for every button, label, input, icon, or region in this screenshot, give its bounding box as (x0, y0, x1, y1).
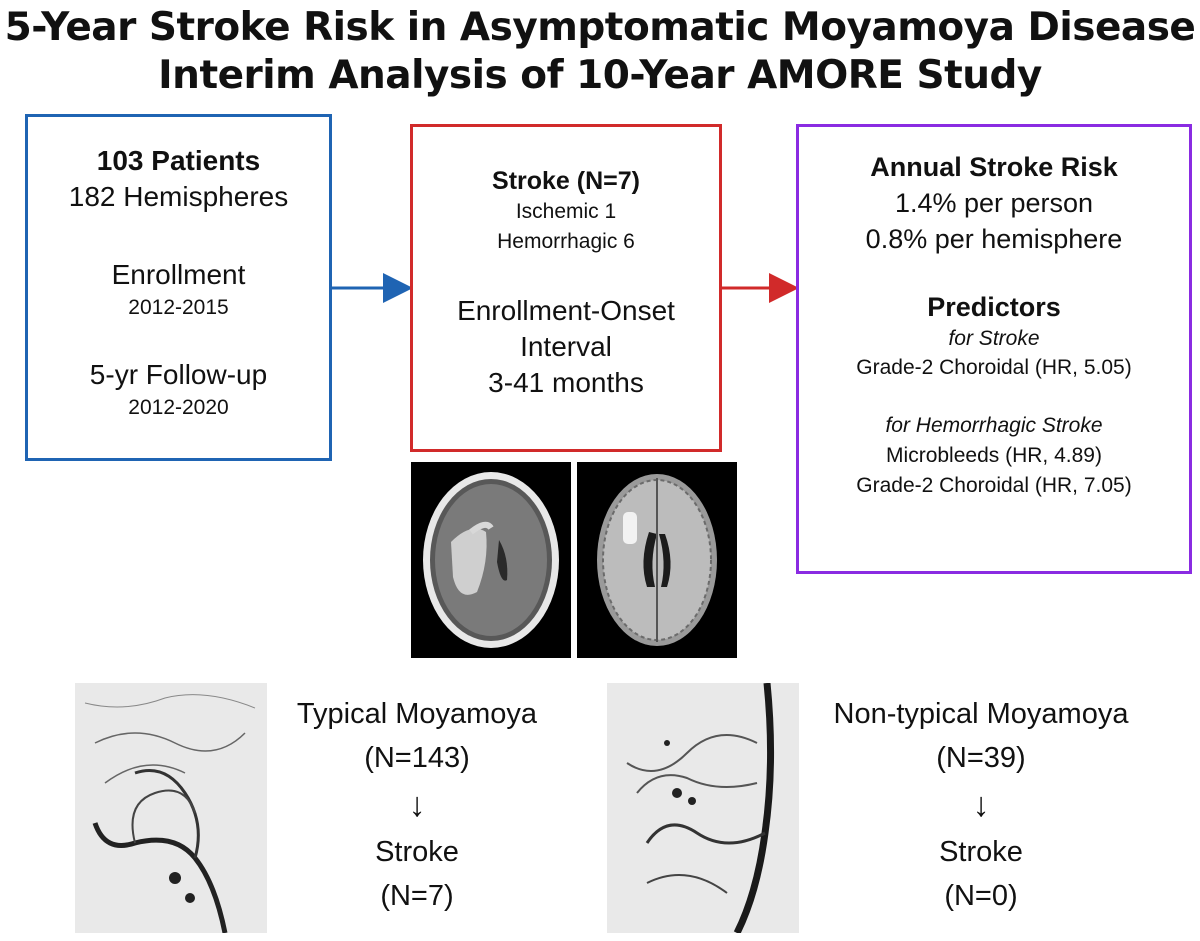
enrollment-label: Enrollment (111, 259, 246, 290)
interval-label-1: Enrollment-Onset (457, 295, 675, 326)
followup-label: 5-yr Follow-up (89, 359, 268, 390)
ct-scan-image (411, 462, 571, 658)
nontypical-n: (N=39) (936, 742, 1026, 774)
ischemic-count: Ischemic 1 (515, 200, 617, 223)
enrollment-box (25, 114, 332, 461)
typical-moyamoya-group (282, 692, 552, 918)
nontypical-outcome-n: (N=0) (944, 880, 1018, 912)
nontypical-label: Non-typical Moyamoya (833, 698, 1129, 730)
interval-value: 3-41 months (488, 367, 644, 398)
title-line-2: Interim Analysis of 10-Year AMORE Study (158, 53, 1042, 98)
risk-per-hemisphere: 0.8% per hemisphere (865, 224, 1123, 254)
hemispheres-count: 182 Hemispheres (68, 181, 289, 212)
typical-angiogram-image (75, 683, 267, 933)
hem-predictor-choroidal: Grade-2 Choroidal (HR, 7.05) (856, 474, 1132, 497)
typical-arrow-icon: ↓ (408, 786, 426, 824)
typical-label: Typical Moyamoya (296, 698, 538, 730)
risk-per-person: 1.4% per person (894, 188, 1094, 218)
for-stroke-label: for Stroke (948, 327, 1040, 350)
nontypical-moyamoya-group (812, 692, 1150, 918)
nontypical-arrow-icon: ↓ (972, 786, 990, 824)
interval-label-2: Interval (520, 331, 612, 362)
for-hemorrhagic-label: for Hemorrhagic Stroke (885, 414, 1103, 437)
title-line-1: 5-Year Stroke Risk in Asymptomatic Moyamoya Disease (4, 5, 1196, 50)
stroke-count: Stroke (N=7) (492, 167, 640, 195)
hem-predictor-microbleeds: Microbleeds (HR, 4.89) (886, 444, 1102, 467)
followup-years: 2012-2020 (128, 396, 229, 419)
stroke-predictor: Grade-2 Choroidal (HR, 5.05) (856, 356, 1132, 379)
predictors-title: Predictors (927, 292, 1061, 322)
nontypical-outcome: Stroke (939, 836, 1023, 868)
risk-box (796, 124, 1192, 574)
typical-n: (N=143) (364, 742, 470, 774)
typical-outcome-n: (N=7) (380, 880, 454, 912)
stroke-box (410, 124, 722, 452)
enrollment-years: 2012-2015 (128, 296, 229, 319)
annual-risk-title: Annual Stroke Risk (870, 152, 1118, 182)
typical-outcome: Stroke (375, 836, 459, 868)
mri-scan-image (577, 462, 737, 658)
patients-count: 103 Patients (96, 145, 261, 176)
hemorrhagic-count: Hemorrhagic 6 (497, 230, 635, 253)
nontypical-angiogram-image (607, 683, 799, 933)
